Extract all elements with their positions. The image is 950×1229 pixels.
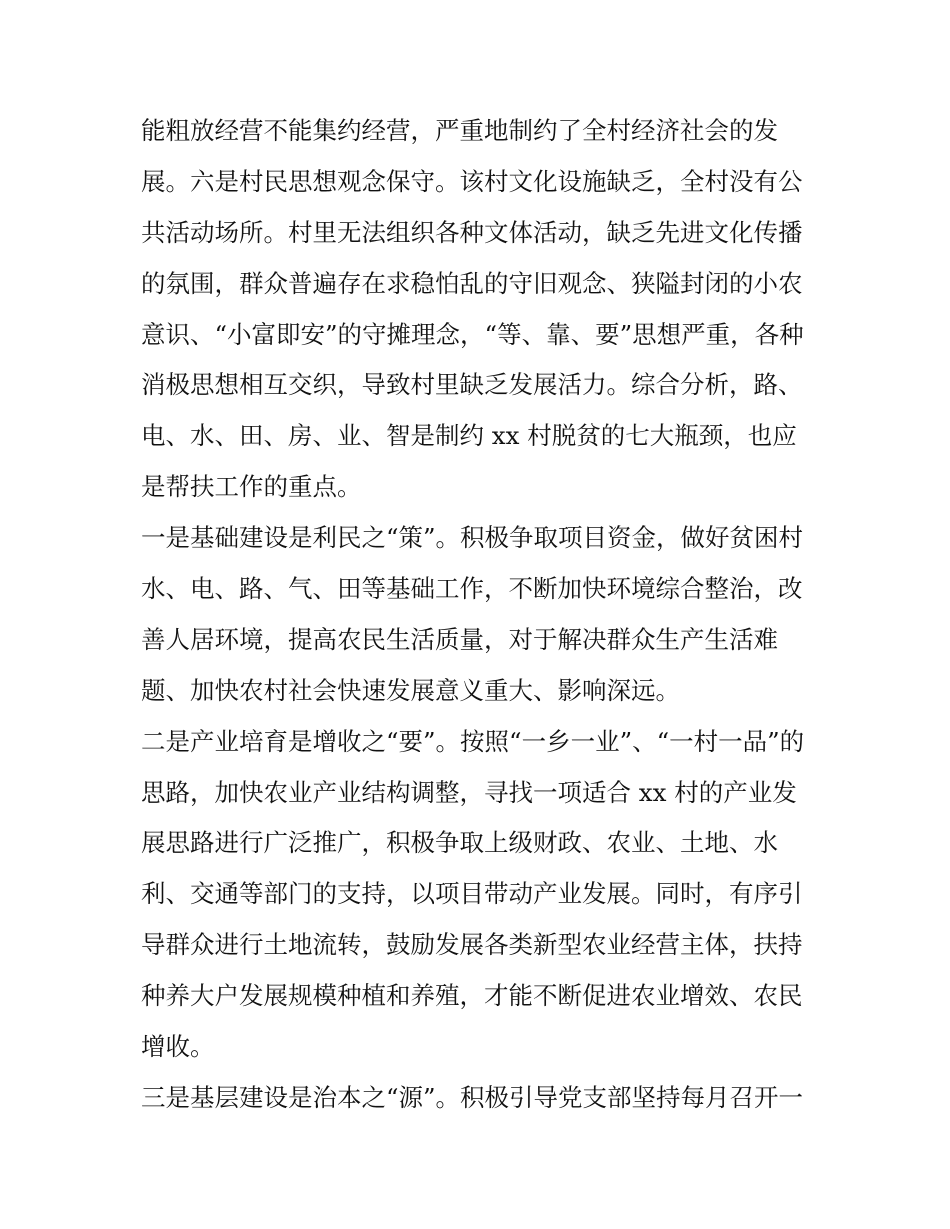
text-line: 思路，加快农业产业结构调整，寻找一项适合 xx 村的产业发 [141,777,797,807]
body-text [141,106,817,1124]
text-line: 共活动场所。村里无法组织各种文体活动，缺乏先进文化传播 [141,217,803,247]
text-line: 消极思想相互交织，导致村里缺乏发展活力。综合分析，路、 [141,370,803,400]
text-line: 善人居环境，提高农民生活质量，对于解决群众生产生活难 [141,624,778,654]
text-line: 展思路进行广泛推广，积极争取上级财政、农业、土地、水 [141,828,778,858]
text-line: 三是基层建设是治本之“源”。积极引导党支部坚持每月召开一 [141,1082,804,1112]
text-line: 的氛围，群众普遍存在求稳怕乱的守旧观念、狭隘封闭的小农 [141,268,803,298]
text-line: 是帮扶工作的重点。 [141,472,362,502]
text-line: 种养大户发展规模种植和养殖，才能不断促进农业增效、农民 [141,981,803,1011]
text-line: 展。六是村民思想观念保守。该村文化设施缺乏，全村没有公 [141,166,803,196]
text-line: 电、水、田、房、业、智是制约 xx 村脱贫的七大瓶颈，也应 [141,421,797,451]
text-line: 题、加快农村社会快速发展意义重大、影响深远。 [141,675,680,705]
text-line: 利、交通等部门的支持，以项目带动产业发展。同时，有序引 [141,879,803,909]
text-line: 增收。 [141,1032,215,1062]
text-line: 水、电、路、气、田等基础工作，不断加快环境综合整治，改 [141,574,803,604]
text-line: 导群众进行土地流转，鼓励发展各类新型农业经营主体，扶持 [141,930,803,960]
text-line: 二是产业培育是增收之“要”。按照“一乡一业”、“一村一品”的 [141,726,805,756]
text-line: 能粗放经营不能集约经营，严重地制约了全村经济社会的发 [141,116,778,145]
text-line: 一是基础建设是利民之“策”。积极争取项目资金，做好贫困村 [141,523,804,553]
text-line: 意识、“小富即安”的守摊理念，“等、靠、要”思想严重，各种 [141,319,804,349]
